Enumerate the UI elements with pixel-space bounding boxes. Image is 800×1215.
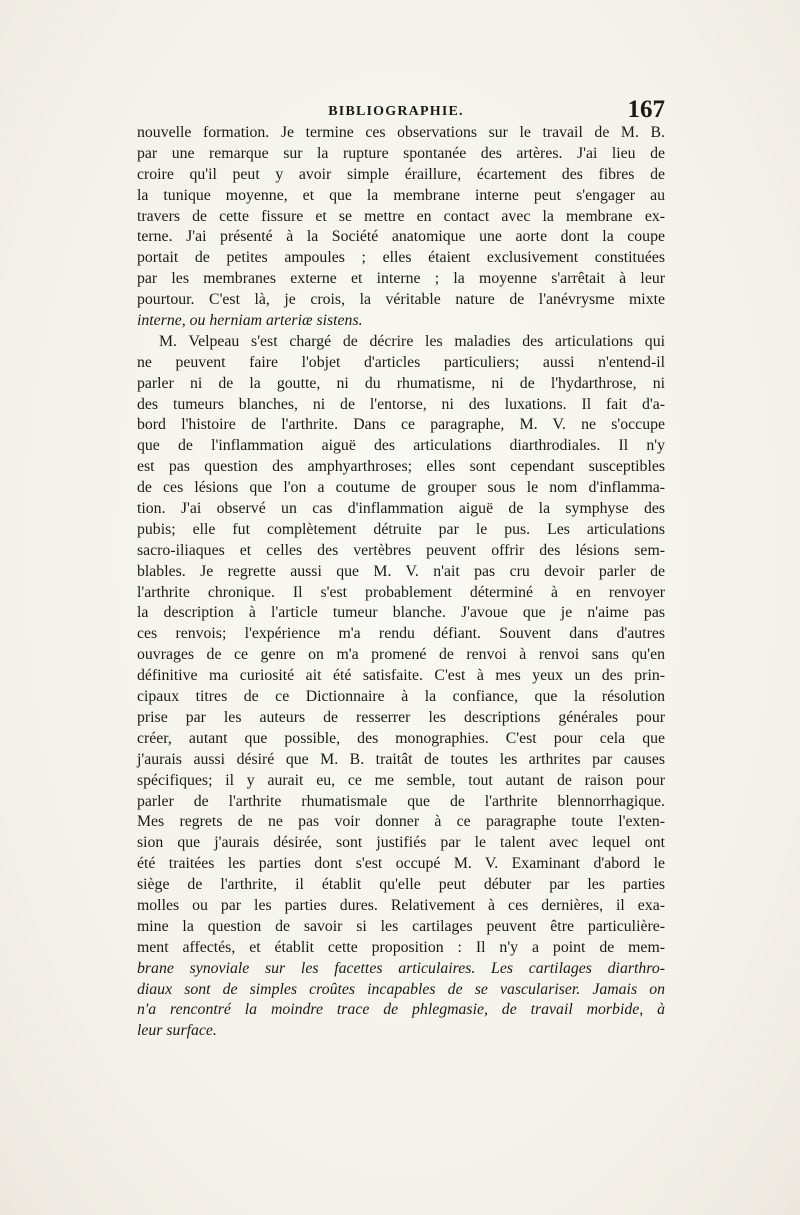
text-line: la description à l'article tumeur blanche. J'avoue que je n'aime pas (137, 604, 665, 622)
text-line: travers de cette fissure et se mettre en contact avec la membrane ex- (137, 207, 665, 225)
text-line: Mes regrets de ne pas voir donner à ce paragraphe toute l'exten- (137, 813, 665, 831)
text-line: siège de l'arthrite, il établit qu'elle peut débuter par les parties (137, 876, 665, 894)
text-line: l'arthrite chronique. Il s'est probablement déterminé à en renvoyer (137, 583, 665, 601)
text-line: par les membranes externe et interne ; la moyenne s'arrêtait à leur (137, 270, 665, 288)
text-line: parler ni de la goutte, ni du rhumatisme, ni de l'hydarthrose, ni (137, 374, 665, 392)
text-line: été traitées les parties dont s'est occupé M. V. Examinant d'abord le (137, 855, 665, 873)
text-line: de ces lésions que l'on a coutume de grouper sous le nom d'inflamma- (137, 479, 665, 497)
text-line: diaux sont de simples croûtes incapables de se vasculariser. Jamais on (137, 980, 665, 998)
text-line: terne. J'ai présenté à la Société anatomique une aorte dont la coupe (137, 228, 665, 246)
text-line: M. Velpeau s'est chargé de décrire les maladies des articulations qui (159, 332, 665, 350)
text-line: sion que j'aurais désirée, sont justifiés par le talent avec lequel ont (137, 834, 665, 852)
text-line: blables. Je regrette aussi que M. V. n'ait pas cru devoir parler de (137, 562, 665, 580)
text-line: nouvelle formation. Je termine ces observations sur le travail de M. B. (137, 124, 665, 141)
text-line: cipaux titres de ce Dictionnaire à la confiance, que la résolution (137, 688, 665, 706)
running-title: BIBLIOGRAPHIE. (328, 104, 464, 119)
text-line: sacro-iliaques et celles des vertèbres peuvent offrir des lésions sem- (137, 541, 665, 559)
text-line: brane synoviale sur les facettes articulaires. Les cartilages diarthro- (137, 959, 665, 977)
body-text (137, 123, 665, 1042)
text-line: mine la question de savoir si les cartilages peuvent être particulière- (137, 917, 665, 935)
text-line: pourtour. C'est là, je crois, la véritable nature de l'anévrysme mixte (137, 291, 665, 309)
text-line: n'a rencontré la moindre trace de phlegmasie, de travail morbide, à (137, 1001, 665, 1019)
text-line: créer, autant que possible, des monographies. C'est pour cela que (137, 729, 665, 747)
text-line: ouvrages de ce genre on m'a promené de renvoi à renvoi sans qu'en (137, 646, 665, 664)
text-line: molles ou par les parties dures. Relativement à ces dernières, il exa- (137, 896, 665, 914)
text-line: leur surface. (137, 1022, 217, 1040)
page-number: 167 (627, 96, 665, 123)
text-line: ment affectés, et établit cette proposition : Il n'y a point de mem- (137, 938, 665, 956)
text-line: croire qu'il peut y avoir simple éraillure, écartement des fibres de (137, 165, 665, 183)
text-line: ces renvois; l'expérience m'a rendu défiant. Souvent dans d'autres (137, 625, 665, 643)
text-line: des tumeurs blanches, ni de l'entorse, ni des luxations. Il fait d'a- (137, 395, 665, 413)
text-line: spécifiques; il y aurait eu, ce me semble, tout autant de raison pour (137, 771, 665, 789)
text-line: j'aurais aussi désiré que M. B. traitât de toutes les arthrites par causes (137, 750, 665, 768)
text-line: la tunique moyenne, et que la membrane interne peut s'engager au (137, 186, 665, 204)
text-line: pubis; elle fut complètement détruite par le pus. Les articulations (137, 520, 665, 538)
text-line: parler de l'arthrite rhumatismale que de l'arthrite blennorrhagique. (137, 792, 665, 810)
text-line: définitive ma curiosité ait été satisfaite. C'est à mes yeux un des prin- (137, 667, 665, 685)
text-line: prise par les auteurs de resserrer les descriptions générales pour (137, 708, 665, 726)
text-line: portait de petites ampoules ; elles étaient exclusivement constituées (137, 249, 665, 267)
text-line: par une remarque sur la rupture spontanée des artères. J'ai lieu de (137, 144, 665, 162)
text-line: bord l'histoire de l'arthrite. Dans ce paragraphe, M. V. ne s'occupe (137, 416, 665, 434)
text-line: que de l'inflammation aiguë des articulations diarthrodiales. Il n'y (137, 437, 665, 455)
text-line: tion. J'ai observé un cas d'inflammation aiguë de la symphyse des (137, 500, 665, 518)
text-line: est pas question des amphyarthroses; elles sont cependant susceptibles (137, 458, 665, 476)
text-line: ne peuvent faire l'objet d'articles particuliers; aussi n'entend-il (137, 353, 665, 371)
text-line: interne, ou herniam arteriæ sistens. (137, 312, 363, 330)
